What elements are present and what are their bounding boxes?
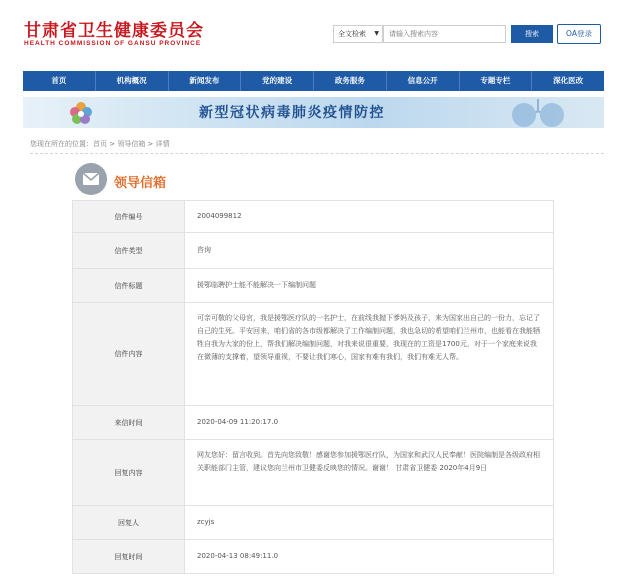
nav-item-party[interactable]: 党的建设 — [241, 71, 314, 91]
breadcrumb-current: 详情 — [155, 140, 170, 148]
search-button[interactable]: 搜索 — [511, 25, 553, 43]
nav-item-disclosure[interactable]: 信息公开 — [387, 71, 460, 91]
main-nav — [23, 71, 604, 91]
site-logo-title[interactable]: 甘肃省卫生健康委员会 — [24, 21, 204, 41]
letter-content-label: 信件内容 — [73, 303, 185, 405]
breadcrumb — [30, 139, 170, 149]
nav-item-news[interactable]: 新闻发布 — [169, 71, 242, 91]
reply-time-label: 回复时间 — [73, 540, 185, 573]
covid-banner[interactable] — [23, 97, 604, 128]
breadcrumb-divider — [30, 153, 604, 154]
letter-content-value: 可亲可敬的父母官，我是援鄂医疗队的一名护士，在前线我抛下爹妈及孩子，来为国家出自己的一份力，忘记了自己的生死。平安回来，咱们省的各市级都解决了工作编制问题，我也急切的希望咱们兰州市，也能看在我能牺牲自我为大家的份上，帮我们解决编制问题，对我来说很重要，我现在的工资是1700元，对于一个家庭来说我在微薄的支撑着，望领导重视，不要让我们寒心，国家有难有我们，我们有难无人帮。 — [185, 303, 554, 405]
reply-content-value: 网友您好：留言收到。首先向您致敬！感谢您参加援鄂医疗队，为国家和武汉人民奉献！医院编制是各级政府相关职能部门主管，建议您向兰州市卫健委反映您的情况。谢谢！ 甘肃省卫健委 2020年4月9日 — [185, 440, 554, 505]
breadcrumb-section[interactable]: 领导信箱 — [117, 140, 146, 148]
oa-login-button[interactable]: OA登录 — [557, 24, 601, 44]
reply-content-label: 回复内容 — [73, 440, 185, 505]
letter-title-label: 信件标题 — [73, 269, 185, 302]
letter-time-value: 2020-04-09 11:20:17.0 — [185, 406, 554, 439]
table-row — [73, 506, 554, 540]
site-logo-subtitle: HEALTH COMMISSION OF GANSU PROVINCE — [24, 40, 202, 47]
section-title: 领导信箱 — [114, 176, 167, 191]
table-row — [73, 269, 554, 303]
search-scope-label: 全文检索 — [338, 30, 366, 38]
letter-type-label: 信件类型 — [73, 233, 185, 268]
nav-item-services[interactable]: 政务服务 — [314, 71, 387, 91]
site-header — [0, 0, 640, 64]
lungs-icon — [494, 97, 584, 128]
table-row — [73, 540, 554, 574]
breadcrumb-home[interactable]: 首页 — [93, 140, 107, 148]
breadcrumb-separator: > — [107, 140, 118, 148]
letter-time-label: 来信时间 — [73, 406, 185, 439]
nav-item-home[interactable]: 首页 — [23, 71, 96, 91]
reply-person-label: 回复人 — [73, 506, 185, 539]
letter-detail-table — [72, 200, 554, 574]
flower-logo-icon — [67, 99, 95, 127]
nav-item-about[interactable]: 机构概况 — [96, 71, 169, 91]
breadcrumb-prefix: 您现在所在的位置： — [30, 140, 93, 148]
chevron-down-icon: ▼ — [374, 30, 379, 37]
search-scope-select[interactable] — [333, 25, 383, 43]
banner-title: 新型冠状病毒肺炎疫情防控 — [199, 105, 385, 121]
nav-item-reform[interactable]: 深化医改 — [553, 76, 584, 85]
table-row — [73, 233, 554, 269]
reply-time-value: 2020-04-13 08:49:11.0 — [185, 540, 554, 573]
table-row — [73, 303, 554, 406]
table-row — [73, 440, 554, 506]
search-input[interactable] — [383, 25, 506, 43]
letter-id-value: 2004099812 — [185, 201, 554, 232]
reply-person-value: zcyjs — [185, 506, 554, 539]
letter-title-value: 援鄂临聘护士能不能解决一下编制问题 — [185, 269, 554, 302]
letter-id-label: 信件编号 — [73, 201, 185, 232]
nav-item-topics[interactable]: 专题专栏 — [460, 71, 533, 91]
table-row — [73, 201, 554, 233]
breadcrumb-separator: > — [145, 140, 156, 148]
table-row — [73, 406, 554, 440]
letter-type-value: 咨询 — [185, 233, 554, 268]
mail-icon — [75, 163, 107, 195]
